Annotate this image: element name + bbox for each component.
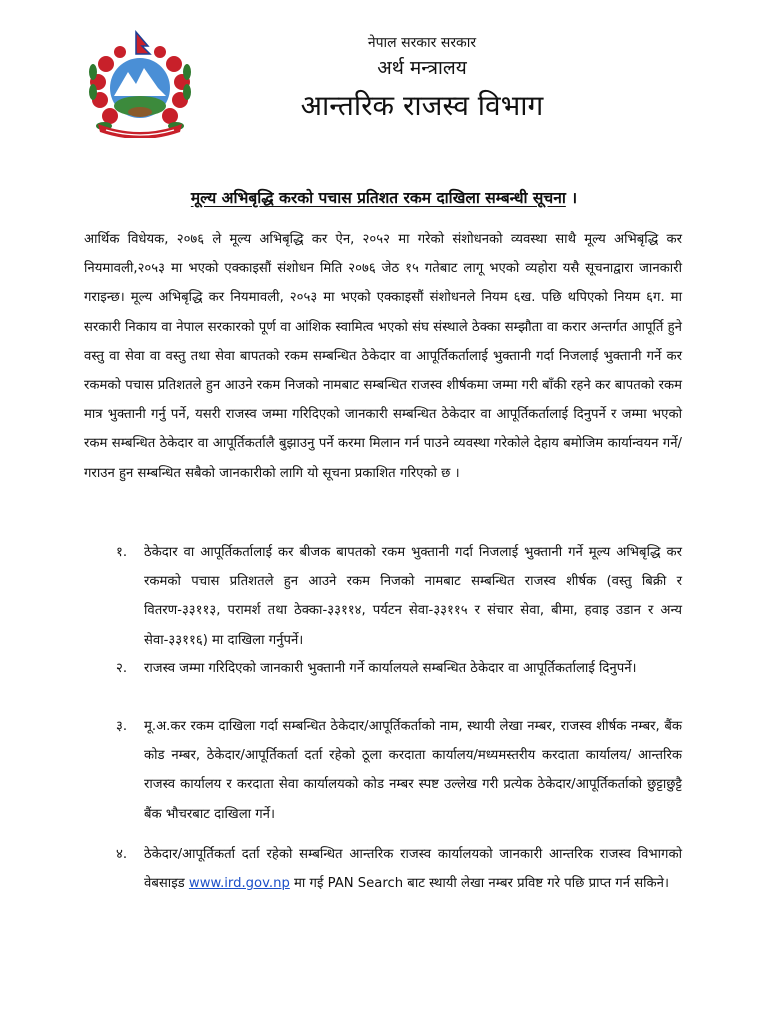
list-item <box>116 538 682 655</box>
list-item-text-part: ठेकेदार/आपूर्तिकर्ता दर्ता रहेको सम्बन्धित आन्तरिक राजस्व कार्यालयको जानकारी आन्तरिक राजस्व विभागको वेबसाइड <box>144 847 682 892</box>
list-item <box>116 712 682 829</box>
list-item-text <box>144 840 682 898</box>
department-name: आन्तरिक राजस्व विभाग <box>300 89 544 122</box>
notice-title <box>60 186 708 208</box>
notice-paragraph: आर्थिक विधेयक, २०७६ ले मूल्य अभिबृद्धि कर ऐन, २०५२ मा गरेको संशोधनको व्यवस्था साथै मूल्य अभिबृद्धि कर नियमावली,२०५३ मा भएको एक्काइसौं संशोधन मिति २०७६ जेठ १५ गतेबाट लागू भएको व्यहोरा यसै सूचनाद्वारा जानकारी गराइन्छ। मूल्य अभिबृद्धि कर नियमावली, २०५३ मा भएको एक्काइसौं संशोधनले नियम ६ख. पछि थपिएको नियम ६ग. मा सरकारी निकाय वा नेपाल सरकारको पूर्ण वा आंशिक स्वामित्व भएको संघ संस्थाले ठेक्का सम्झौता वा करार अन्तर्गत आपूर्ति हुने वस्तु वा सेवा वा वस्तु तथा सेवा बापतको रकम सम्बन्धित ठेकेदार वा आपूर्तिकर्तालाई भुक्तानी गर्दा निजलाई भुक्तानी गर्ने कर रकमको पचास प्रतिशतले हुन आउने रकम निजको नामबाट सम्बन्धित राजस्व शीर्षकमा जम्मा गरी बाँकी रहने कर बापतको रकम मात्र भुक्तानी गर्नु पर्ने, यसरी राजस्व जम्मा गरिदिएको जानकारी सम्बन्धित ठेकेदार वा आपूर्तिकर्तालाई दिनुपर्ने र जम्मा भएको रकम सम्बन्धित ठेकेदार वा आपूर्तिकर्तालै बुझाउनु पर्ने करमा मिलान गर्न पाउने व्यवस्था गरेकोले देहाय बमोजिम कार्यान्वयन गर्ने/गराउन हुन सम्बन्धित सबैको जानकारीको लागि यो सूचना प्रकाशित गरिएको छ । <box>84 232 682 481</box>
list-item-number: ४. <box>116 847 128 862</box>
list-item-number: ३. <box>116 719 128 734</box>
list-item-number: १. <box>116 545 128 560</box>
ird-website-link[interactable]: www.ird.gov.np <box>188 876 290 892</box>
list-item-text: ठेकेदार वा आपूर्तिकर्तालाई कर बीजक बापतको रकम भुक्तानी गर्दा निजलाई भुक्तानी गर्ने मूल्य अभिबृद्धि कर रकमको पचास प्रतिशतले हुन आउने रकम निजको नामबाट सम्बन्धित राजस्व शीर्षक (वस्तु बिक्री र वितरण-३३११३, परामर्श तथा ठेक्का-३३११४, पर्यटन सेवा-३३११५ र संचार सेवा, बीमा, हवाइ उडान र अन्य सेवा-३३११६) मा दाखिला गर्नुपर्ने। <box>144 545 682 648</box>
government-name: नेपाल सरकार सरकार <box>367 35 477 51</box>
list-item-number: २. <box>116 661 128 676</box>
ministry-name: अर्थ मन्त्रालय <box>377 57 467 79</box>
list-item-text: राजस्व जम्मा गरिदिएको जानकारी भुक्तानी गर्ने कार्यालयले सम्बन्धित ठेकेदार वा आपूर्तिकर्तालाई दिनुपर्ने। <box>144 661 637 676</box>
notice-title-text: मूल्य अभिबृद्धि करको पचास प्रतिशत रकम दाखिला सम्बन्धी सूचना <box>190 189 566 207</box>
list-item-text: मू.अ.कर रकम दाखिला गर्दा सम्बन्धित ठेकेदार/आपूर्तिकर्ताको नाम, स्थायी लेखा नम्बर, राजस्व शीर्षक नम्बर, बैंक कोड नम्बर, ठेकेदार/आपूर्तिकर्ता दर्ता रहेको ठूला करदाता कार्यालय/मध्यमस्तरीय करदाता कार्यालय/ आन्तरिक राजस्व कार्यालय र करदाता सेवा कार्यालयको कोड नम्बर स्पष्ट उल्लेख गरी प्रत्येक ठेकेदार/आपूर्तिकर्ताको छुट्टाछुट्टै बैंक भौचरबाट दाखिला गर्ने। <box>144 719 682 822</box>
list-item-text-part: मा गई PAN Search बाट स्थायी लेखा नम्बर प्रविष्ट गरे पछि प्राप्त गर्न सकिने। <box>289 876 669 892</box>
list-item <box>116 654 682 683</box>
nepal-emblem-icon <box>84 30 196 138</box>
list-item <box>116 840 682 898</box>
notice-title-end: । <box>565 189 578 207</box>
